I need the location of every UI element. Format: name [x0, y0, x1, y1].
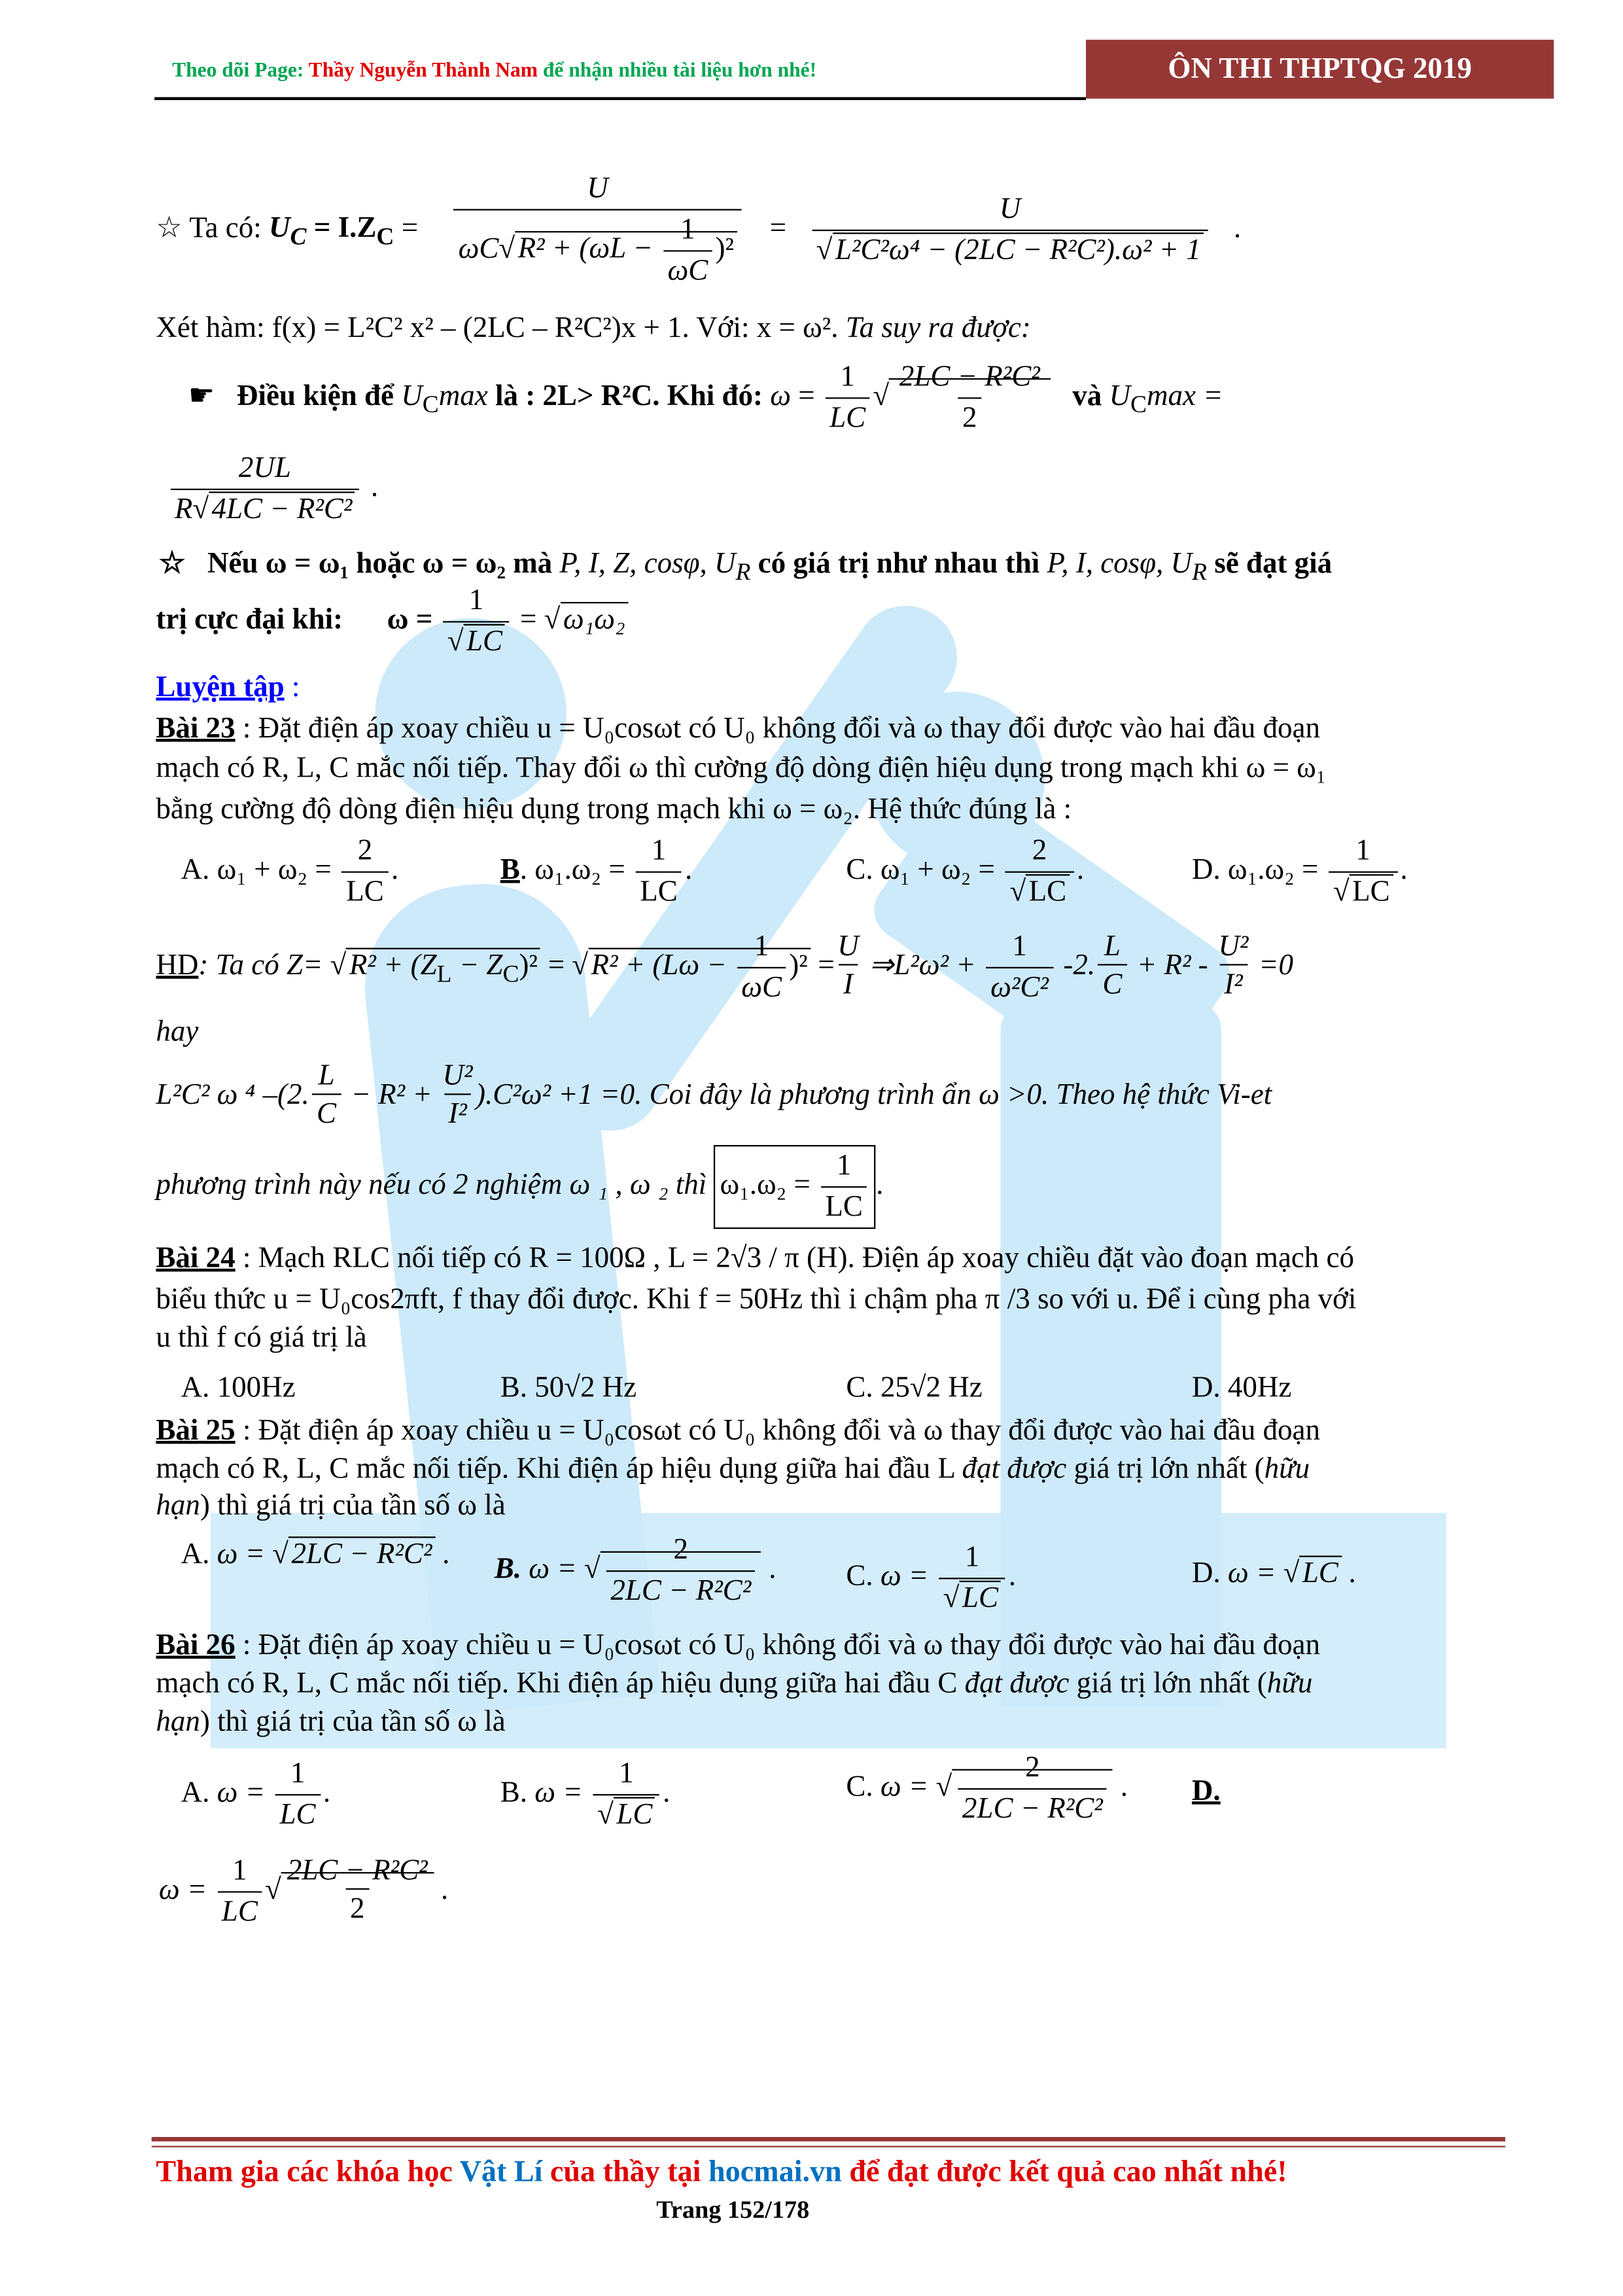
bai24-option-c: C. 25√2 Hz [846, 1371, 983, 1404]
bai24-option-a: A. 100Hz [181, 1371, 296, 1404]
bai23-line-3: bằng cường độ dòng điện hiệu dụng trong mạch khi ω = ω₂. Hệ thức đúng là : [156, 793, 1072, 826]
bai24-line-1: Bài 24 : Mạch RLC nối tiếp có R = 100Ω , L = 2√3 / π (H). Điện áp xoay chiều đặt vào đoạn mạch có [156, 1242, 1354, 1275]
bai26-option-d-letter: D. [1191, 1775, 1221, 1808]
teacher-name: Thầy Nguyễn Thành Nam [308, 60, 538, 82]
bai23-option-d: D. ω₁.ω₂ = $\frac{1}{√ LC}$ . [1192, 832, 1408, 913]
bai26-line-2: mạch có R, L, C mắc nối tiếp. Khi điện áp hiệu dụng giữa hai đầu C đạt được giá trị lớn nhất (hữu [156, 1667, 1313, 1700]
bai23-line-1: Bài 23 : Đặt điện áp xoay chiều u = U₀cosωt có U₀ không đổi và ω thay đổi được vào hai đầu đoạn [156, 712, 1320, 745]
bai23-option-c: C. ω₁ + ω₂ = $\frac{2}{√ LC}$ . [846, 832, 1084, 913]
star-icon: ☆ [158, 547, 186, 580]
bai25-option-a: A. ω = √ 2LC − R²C² . [181, 1538, 450, 1572]
formula-uc: ☆ Ta có: $U_C = I.Z_C$ = U ωC√ R² + (ωL − $\frac{1}{\omega C}$ )² = $\frac{U}{\text{√ L²C²ω⁴ − (2LC − R²C²).ω² + 1}}$ . [156, 169, 1241, 292]
page-number: Trang 152/178 [656, 2195, 810, 2224]
bai25-option-d: D. ω = √ LC . [1192, 1557, 1356, 1591]
result-box: ω₁.ω₂ = $\frac{1}{LC}$ [714, 1145, 876, 1229]
pointing-hand-icon: ☛ [188, 380, 215, 413]
max-condition: trị cực đại khi: ω = $\frac{1}{√ LC}$ = √ ω₁ω₂ [156, 581, 628, 662]
hay-text: hay [156, 1016, 199, 1048]
hocmai-link[interactable]: hocmai.vn [708, 2156, 842, 2189]
bai26-line-1: Bài 26 : Đặt điện áp xoay chiều u = U₀cosωt có U₀ không đổi và ω thay đổi được vào hai đầu đoạn [156, 1629, 1320, 1662]
bai25-line-1: Bài 25 : Đặt điện áp xoay chiều u = U₀cosωt có U₀ không đổi và ω thay đổi được vào hai đầu đoạn [156, 1414, 1320, 1447]
exam-badge: ÔN THI THPTQG 2019 [1086, 40, 1554, 99]
bai26-option-b: B. ω = $\frac{1}{√ LC}$ . [500, 1754, 671, 1835]
ucmax-formula: $\frac{2UL}{\text{R√ 4LC − R²C²}}$ . [159, 449, 378, 530]
bai24-line-3: u thì f có giá trị là [156, 1321, 367, 1354]
header-follow-text: Theo dõi Page: Thầy Nguyễn Thành Nam để nhận nhiều tài liệu hơn nhé! [172, 60, 817, 82]
star-icon: ☆ [156, 212, 183, 245]
bai26-line-3: hạn) thì giá trị của tần số ω là [156, 1705, 506, 1739]
bai26-option-c: C. ω = √ $\frac{2}{\text{2LC − R²C²}}$ . [846, 1748, 1128, 1829]
bai25-option-b: B. ω = √ $\frac{2}{\text{2LC − R²C²}}$ . [495, 1530, 777, 1612]
bai24-option-d: D. 40Hz [1191, 1371, 1292, 1404]
nghiem-line: phương trình này nếu có 2 nghiệm ω ₁ , ω ₂ thì ω₁.ω₂ = $\frac{1}{LC}$ . [156, 1145, 883, 1229]
vi-et-line: L²C² ω ⁴ –(2. $\frac{L}{C}$ − R² + $\frac{\text{U²}}{\text{I²}}$ ).C²ω² +1 =0. Coi đây là phương trình ẩn ω >0. Theo hệ thức Vi-et [156, 1059, 1272, 1135]
hd-line: HD: Ta có Z= √ $R^2 + (Z_L - Z_C)^2$ = √ R² + (Lω − $\frac{1}{\omega C}$ )² = $\frac{U}{I}$ ⇒L²ω² + $\frac{1}{\text{ω²C²}}$ -2. $\frac{L}{C}$ + R² - $\frac{\text{U²}}{\text{I²}}$ =0 [156, 927, 1293, 1008]
header-rule [154, 97, 1086, 99]
condition-line: ☛ Điều kiện để $U_C\max$ là : 2L> R²C. Khi đó: ω = $\frac{1}{LC}$ √ $\frac{\text{2LC − R²C²}}{2}$ và $U_C\max$ = [188, 358, 1223, 439]
bai24-line-2: biểu thức u = U₀cos2πft, f thay đổi được. Khi f = 50Hz thì i chậm pha π /3 so với u. Để i cùng pha với [156, 1283, 1357, 1316]
neu-line: ☆ Nếu ω = ω₁ hoặc ω = ω₂ mà P, I, Z, cosφ, $U_R$ có giá trị như nhau thì P, I, cosφ, $U_R$ sẽ đạt giá [158, 547, 1333, 586]
bai25-line-2: mạch có R, L, C mắc nối tiếp. Khi điện áp hiệu dụng giữa hai đầu L đạt được giá trị lớn nhất (hữu [156, 1453, 1310, 1485]
bai25-option-c: C. ω = $\frac{1}{√ LC}$ . [846, 1538, 1016, 1619]
footer-rule-thin [152, 2146, 1505, 2147]
practice-heading: Luyện tập : [156, 671, 300, 704]
bai23-line-2: mạch có R, L, C mắc nối tiếp. Thay đổi ω thì cường độ dòng điện hiệu dụng trong mạch khi ω = ω₁ [156, 752, 1327, 785]
bai24-option-b: B. 50√2 Hz [500, 1371, 637, 1404]
bai26-option-d: ω = $\frac{1}{LC}$ √ $\frac{\text{2LC − R²C²}}{2}$ . [159, 1852, 448, 1933]
bai23-option-b: B. ω₁.ω₂ = $\frac{1}{LC}$ . [500, 832, 692, 913]
footer-rule [152, 2137, 1505, 2142]
bai26-option-a: A. ω = $\frac{1}{LC}$ . [181, 1754, 330, 1835]
bai25-line-3: hạn) thì giá trị của tần số ω là [156, 1489, 506, 1522]
bai23-option-a: A. ω₁ + ω₂ = $\frac{2}{LC}$ . [181, 832, 399, 913]
xet-ham-line: Xét hàm: f(x) = L²C² x² – (2LC – R²C²)x + 1. Với: x = ω². Ta suy ra được: [156, 311, 1031, 345]
footer-promo: Tham gia các khóa học Vật Lí của thầy tại hocmai.vn để đạt được kết quả cao nhất nhé! [156, 2156, 1287, 2189]
